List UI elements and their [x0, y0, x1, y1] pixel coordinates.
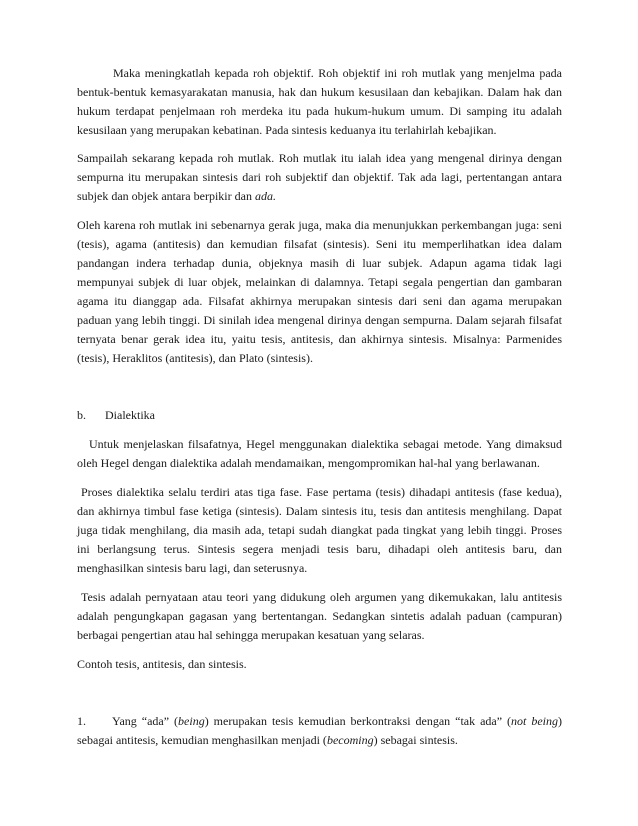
list-item-1: [77, 712, 562, 750]
paragraph-art-religion-philosophy: Oleh karena roh mutlak ini sebenarnya gerak juga, maka dia menunjukkan perkembangan juga: seni (tesis), agama (antitesis) dan kemudian filsafat (sintesis). Seni itu memperlihatkan idea dalam pandangan indera terhadap dunia, objeknya masih di luar subjek. Adapun agama tidak lagi mempunyai subjek di luar objek, melainkan di dalamnya. Tetapi segala pengertian dan gambaran agama itu dianggap ada. Filsafat akhirnya merupakan sintesis dari seni dan agama merupakan paduan yang lebih tinggi. Di sinilah idea mengenal dirinya dengan sempurna. Dalam sejarah filsafat ternyata benar gerak idea itu, yaitu tesis, antitesis, dan akhirnya sintesis. Misalnya: Parmenides (tesis), Heraklitos (antitesis), dan Plato (sintesis).: [77, 218, 562, 365]
section-marker: b.: [77, 408, 86, 422]
emphasis-not-being: not being: [511, 714, 559, 728]
emphasis-being: being: [178, 714, 205, 728]
emphasis-ada: ada.: [254, 189, 276, 203]
paragraph-absolute-spirit-text: Sampailah sekarang kepada roh mutlak. Roh mutlak itu ialah idea yang mengenal dirinya dengan sempurna itu merupakan sintesis dari roh subjektif dan objektif. Tak ada lagi, pertentangan antara subjek dan objek antara berpikir dan: [77, 151, 562, 203]
list-item-text-2: ) merupakan tesis kemudian berkontraksi dengan “tak ada” (: [204, 714, 512, 728]
paragraph-examples-intro: Contoh tesis, antitesis, dan sintesis.: [77, 657, 247, 671]
document-body: [77, 64, 562, 750]
list-item-text-3: ) sebagai antitesis, kemudian menghasilkan menjadi (: [77, 714, 563, 747]
paragraph-objective-spirit: Maka meningkatlah kepada roh objektif. Roh objektif ini roh mutlak yang menjelma pada bentuk-bentuk kemasyarakatan manusia, hak dan hukum kesusilaan dan kebajikan. Dalam hak dan hukum terdapat penjelmaan roh merdeka itu pada hukum-hukum umum. Di samping itu adalah kesusilaan yang merupakan kebatinan. Pada sintesis keduanya itu terlahirlah kebajikan.: [77, 66, 562, 137]
paragraph-absolute-spirit: [77, 149, 562, 206]
section-heading-dialektika: [77, 406, 562, 425]
list-item-marker: 1.: [77, 714, 86, 728]
emphasis-becoming: becoming: [326, 733, 374, 747]
paragraph-thesis-definition: Tesis adalah pernyataan atau teori yang didukung oleh argumen yang dikemukakan, lalu antitesis adalah pengungkapan gagasan yang bertentangan. Sedangkan sintetis adalah paduan (campuran) berbagai pengertian atau hal sehingga merupakan kesatuan yang selaras.: [77, 590, 562, 642]
paragraph-dialectic-process: Proses dialektika selalu terdiri atas tiga fase. Fase pertama (tesis) dihadapi antitesis (fase kedua), dan akhirnya timbul fase ketiga (sintesis). Dalam sintesis itu, tesis dan antitesis menghilang. Dapat juga tidak menghilang, dia masih ada, tetapi sudah diangkat pada tingkat yang lebih tinggi. Proses ini berlangsung terus. Sintesis segera menjadi tesis baru, dihadapi oleh antitesis baru, dan menghasilkan sintesis baru lagi, dan seterusnya.: [77, 485, 562, 575]
list-item-text-1: Yang “ada” (: [112, 714, 179, 728]
section-title: Dialektika: [105, 408, 155, 422]
list-item-text-4: ) sebagai sintesis.: [373, 733, 458, 747]
paragraph-hegel-method: Untuk menjelaskan filsafatnya, Hegel menggunakan dialektika sebagai metode. Yang dimaksud oleh Hegel dengan dialektika adalah mendamaikan, mengompromikan hal-hal yang berlawanan.: [77, 437, 562, 470]
